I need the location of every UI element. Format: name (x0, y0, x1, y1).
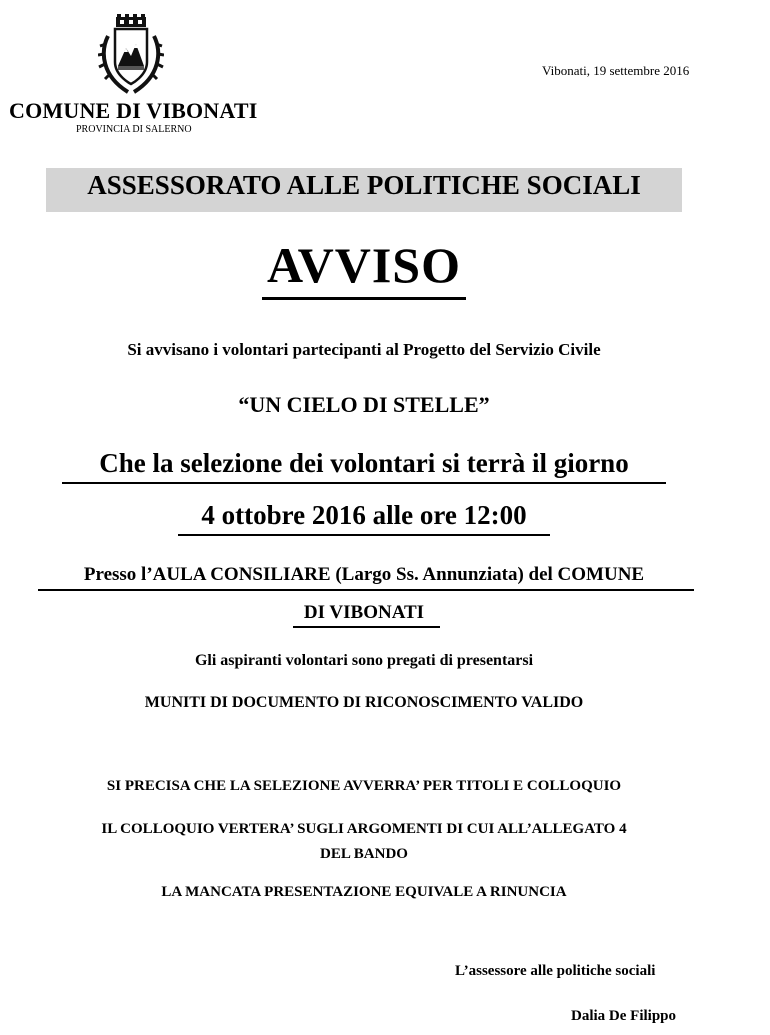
attendance-request: Gli aspiranti volontari sono pregati di presentarsi (194, 652, 534, 669)
selection-date-line: 4 ottobre 2016 alle ore 12:00 (201, 500, 527, 530)
intro-text: Si avvisano i volontari partecipanti al Progetto del Servizio Civile (127, 340, 601, 359)
selection-text-line1: Che la selezione dei volontari si terrà il giorno (99, 448, 629, 478)
municipality-name: COMUNE DI VIBONATI (9, 98, 258, 123)
department-title: ASSESSORATO ALLE POLITICHE SOCIALI (87, 170, 641, 200)
selection-method: SI PRECISA CHE LA SELEZIONE AVVERRA’ PER TITOLI E COLLOQUIO (106, 778, 622, 794)
province-name: PROVINCIA DI SALERNO (76, 124, 192, 135)
selection-line1-underline (62, 482, 666, 484)
municipal-crest-icon (98, 14, 164, 96)
interview-topics-line2: DEL BANDO (320, 846, 408, 862)
location-line1-underline (38, 589, 694, 591)
location-text-line1: Presso l’AULA CONSILIARE (Largo Ss. Annunziata) del COMUNE (83, 564, 645, 585)
notice-title: AVVISO (266, 237, 462, 293)
interview-topics-line1: IL COLLOQUIO VERTERA’ SUGLI ARGOMENTI DI CUI ALL’ALLEGATO 4 (101, 821, 627, 837)
location-text-line2: DI VIBONATI (303, 602, 425, 623)
location-line2-underline (293, 626, 440, 628)
signature-role: L’assessore alle politiche sociali (455, 963, 656, 979)
project-name: “UN CIELO DI STELLE” (238, 392, 490, 417)
selection-date-underline (178, 534, 550, 536)
absence-warning: LA MANCATA PRESENTAZIONE EQUIVALE A RINUNCIA (161, 884, 567, 900)
documents-requirement: MUNITI DI DOCUMENTO DI RICONOSCIMENTO VALIDO (144, 694, 584, 711)
document-date: Vibonati, 19 settembre 2016 (542, 63, 690, 78)
signature-name: Dalia De Filippo (571, 1008, 677, 1024)
notice-title-underline (262, 297, 466, 300)
